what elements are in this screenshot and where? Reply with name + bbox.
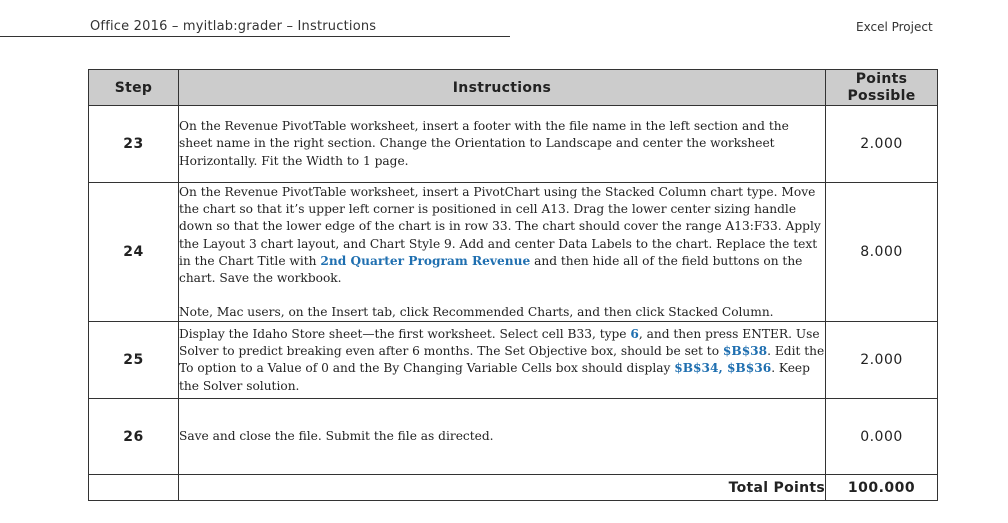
total-points-value: 100.000: [826, 475, 938, 501]
step-number: 24: [89, 183, 179, 322]
instruction-text: [179, 183, 826, 322]
instruction-segment: and then hide all of the field buttons on the chart. Save the workbook.: [179, 253, 803, 286]
total-row: [89, 475, 938, 501]
highlighted-term: $B$34, $B$36: [674, 361, 772, 376]
header-project-label: Excel Project: [856, 20, 933, 34]
table-row: [89, 322, 938, 399]
table-row: [89, 399, 938, 475]
header-underline: [0, 36, 510, 37]
highlighted-term: 6: [630, 327, 639, 342]
instruction-segment: , and then press ENTER. Use Solver to predict breaking even after 6 months. The Set Objective box, should be set to: [179, 327, 820, 359]
step-number: 23: [89, 106, 179, 183]
instruction-segment: . Edit the To option to a Value of 0 and the By Changing Variable Cells box should display: [179, 344, 825, 376]
table-row: [89, 106, 938, 183]
instruction-segment: . Keep the Solver solution.: [179, 361, 810, 393]
header-title: Office 2016 – myitlab:grader – Instructions: [90, 19, 377, 34]
instruction-segment: On the Revenue PivotTable worksheet, insert a PivotChart using the Stacked Column chart type. Move the chart so that it’s upper left corner is positioned in cell A13. Drag the lower center sizing handle down so that the lower edge of the chart is in row 33. The chart should cover the range A13:F33. Apply the Layout 3 chart layout, and Chart Style 9. Add and center Data Labels to the chart. Replace the text in the Chart Title with: [179, 185, 821, 268]
step-column-header: Step: [89, 70, 179, 106]
table-header-row: [89, 70, 938, 106]
points-column-header: [826, 70, 938, 106]
step-number: 25: [89, 322, 179, 399]
instruction-segment: Display the Idaho Store sheet—the first worksheet. Select cell B33, type: [179, 327, 631, 342]
instruction-text: [179, 322, 826, 399]
points-value: 2.000: [826, 322, 938, 399]
step-number: 26: [89, 399, 179, 475]
total-empty-cell: [89, 475, 179, 501]
mac-user-note: Note, Mac users, on the Insert tab, click Recommended Charts, and then click Stacked Column.: [179, 305, 774, 320]
highlighted-term: 2nd Quarter Program Revenue: [320, 253, 531, 268]
points-header-line2: Possible: [847, 87, 916, 104]
points-value: 2.000: [826, 106, 938, 183]
highlighted-term: $B$38: [722, 344, 768, 359]
instructions-table: [88, 69, 938, 501]
table-row: [89, 183, 938, 322]
points-value: 8.000: [826, 183, 938, 322]
points-header-line1: Points: [855, 70, 908, 87]
instruction-text: On the Revenue PivotTable worksheet, insert a footer with the file name in the left section and the sheet name in the right section. Change the Orientation to Landscape and center the worksheet Horizontally. Fit the Width to 1 page.: [179, 106, 826, 183]
instruction-paragraph: [179, 184, 825, 287]
total-points-label: Total Points: [179, 475, 826, 501]
points-value: 0.000: [826, 399, 938, 475]
instruction-text: Save and close the file. Submit the file as directed.: [179, 399, 826, 475]
instructions-column-header: Instructions: [179, 70, 826, 106]
